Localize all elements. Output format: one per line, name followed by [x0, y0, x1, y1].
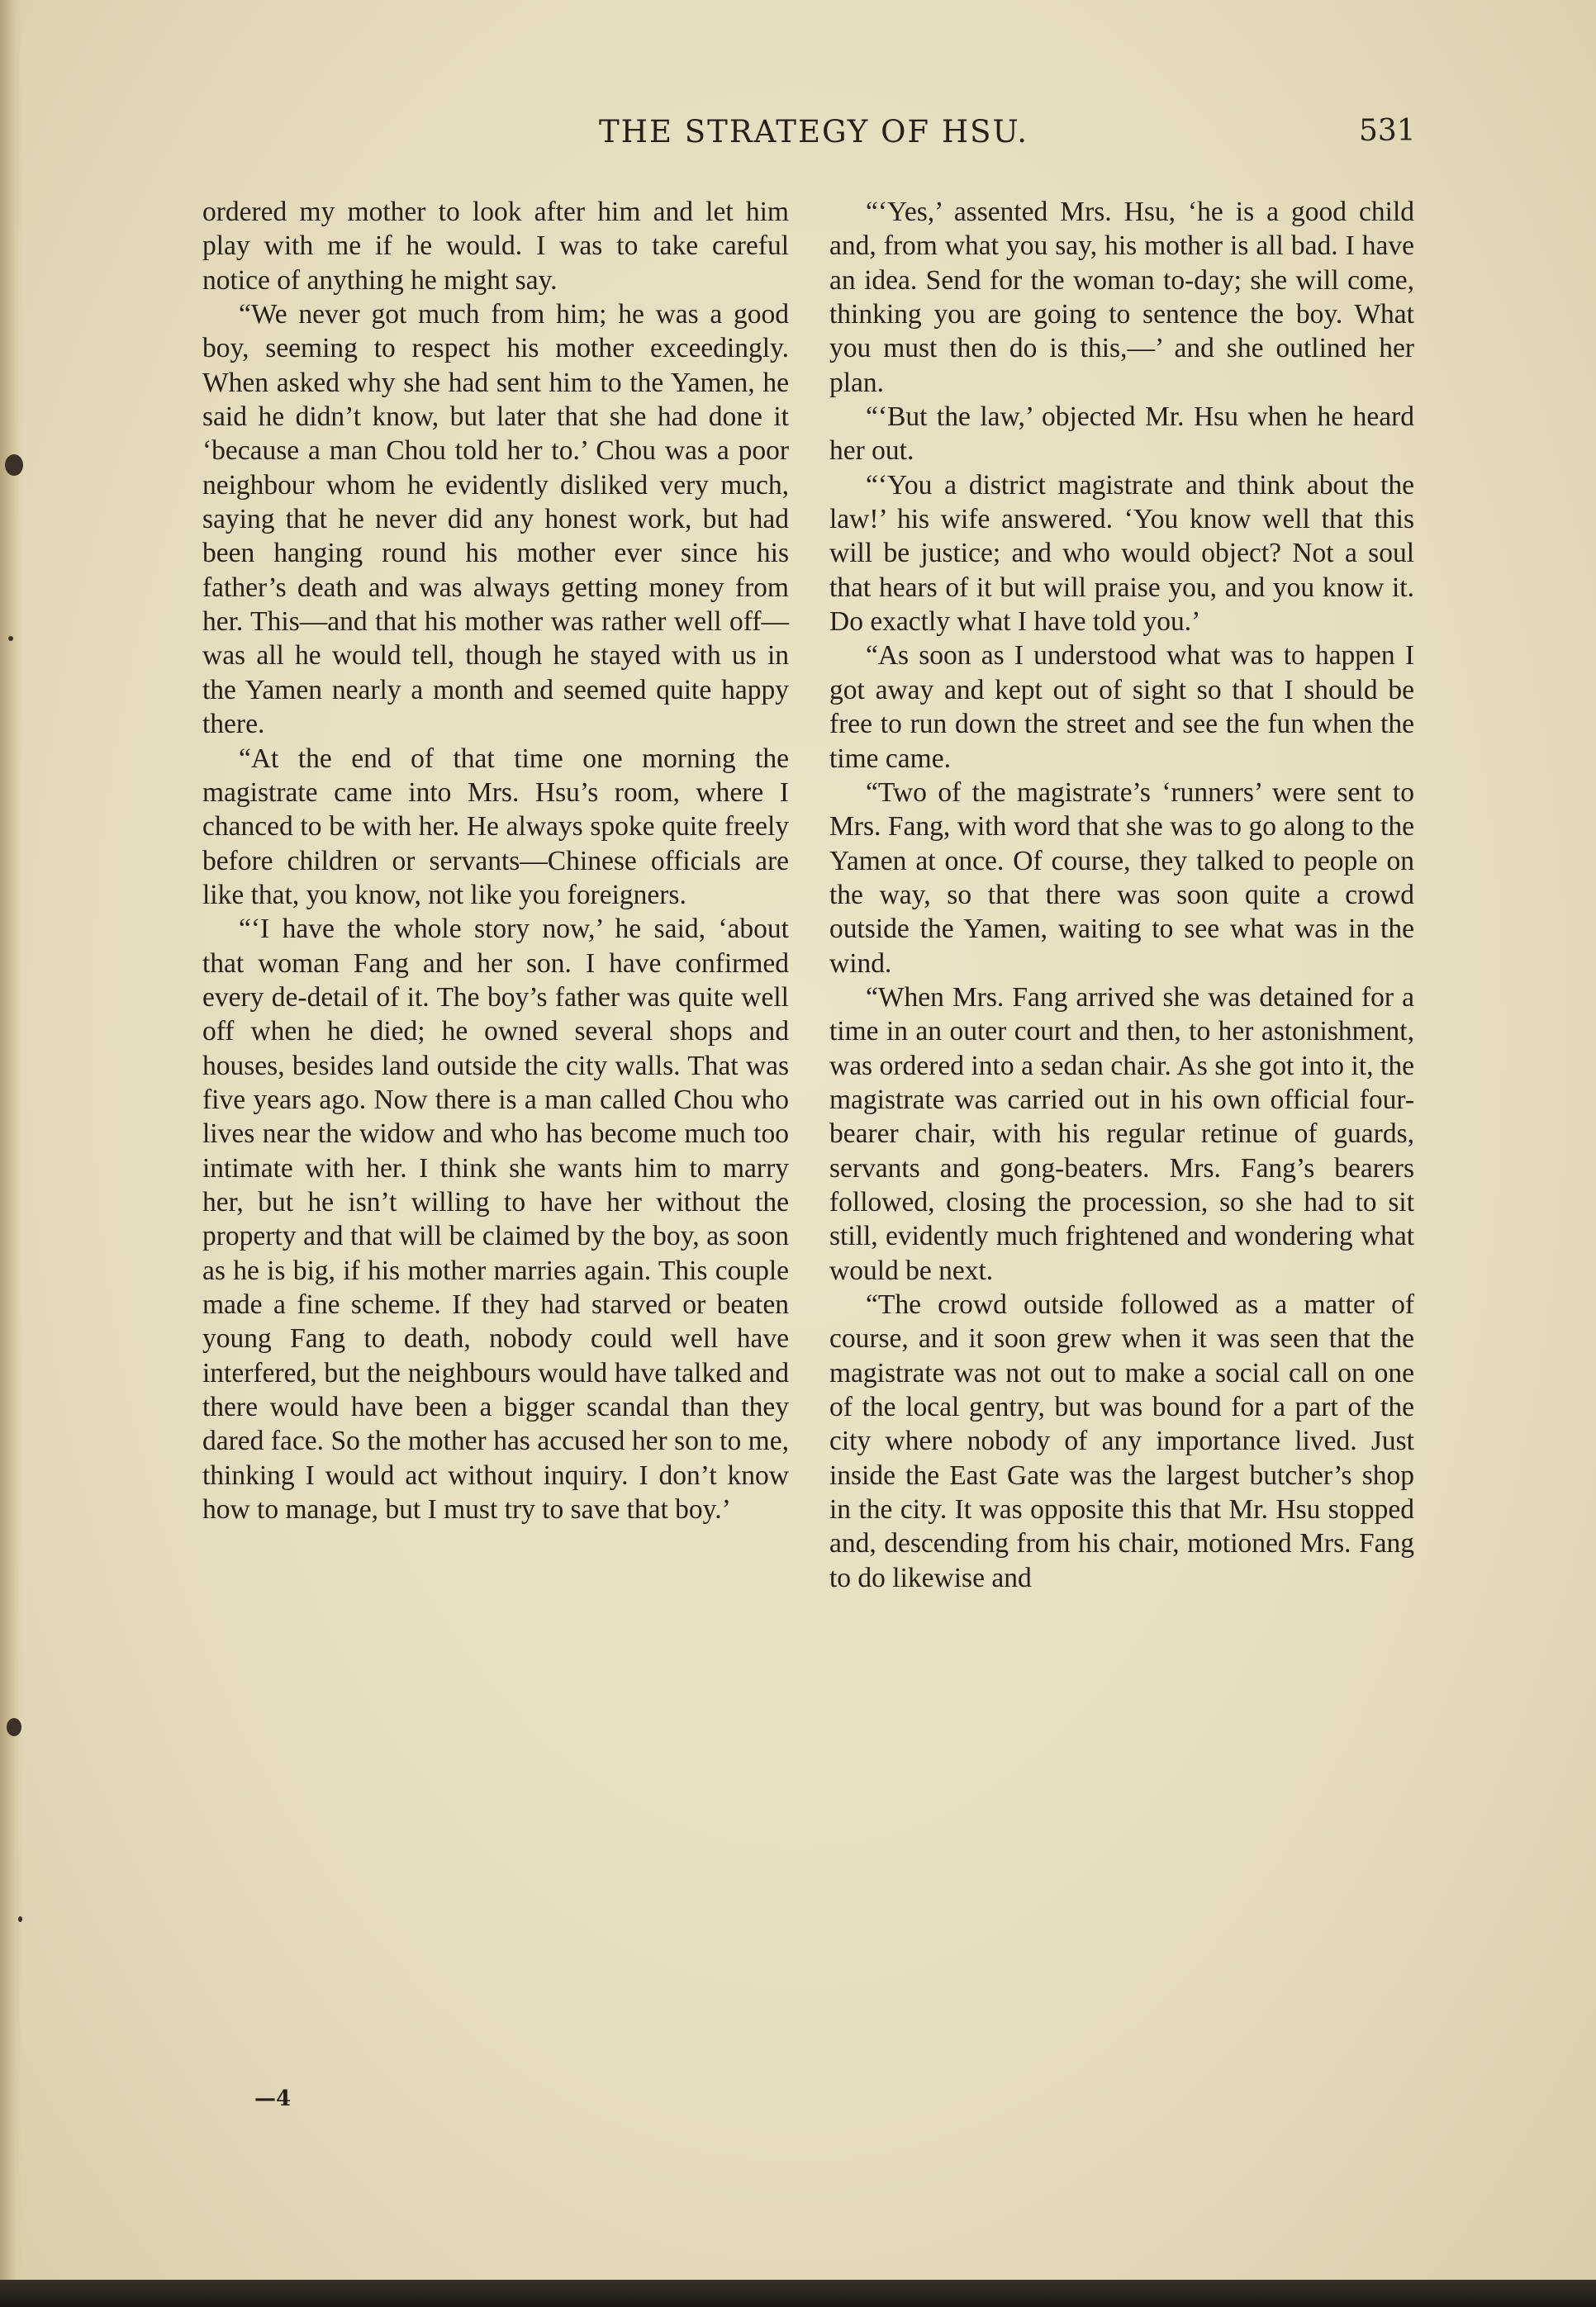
- paragraph: “The crowd outside followed as a matter of course, and it soon grew when it was seen that the magistrate was not out to make a social call on one of the local gentry, but was bound for a part of the city where nobody of any importance lived. Just inside the East Gate was the largest butcher’s shop in the city. It was opposite this that Mr. Hsu stopped and, descending from his chair, motioned Mrs. Fang to do likewise and: [829, 1289, 1414, 1593]
- page-bottom-edge: [0, 2280, 1596, 2307]
- ink-blot-mark: [18, 1916, 22, 1922]
- paragraph: “‘I have the whole story now,’ he said, ‘about that woman Fang and her son. I have confirmed every de-detail of it. The boy’s father was quite well off when he died; he owned several shops and houses, besides land outside the city walls. That was five years ago. Now there is a man called Chou who lives near the widow and who has become much too intimate with her. I think she wants him to marry her, but he isn’t willing to have her without the property and that will be claimed by the boy, as soon as he is big, if his mother marries again. This couple made a fine scheme. If they had starved or beaten young Fang to death, nobody could well have interfered, but the neighbours would have talked and there would have been a bigger scandal than they dared face. So the mother has accused her son to me, thinking I would act without inquiry. I don’t know how to manage, but I must try to save that boy.’: [202, 914, 789, 1526]
- paragraph: “‘You a district magistrate and think about the law!’ his wife answered. ‘You know well that this will be justice; and who would object? Not a soul that hears of it but will praise you, and you know it. Do exactly what I have told you.’: [829, 469, 1414, 638]
- paragraph: “‘Yes,’ assented Mrs. Hsu, ‘he is a good child and, from what you say, his mother is all bad. I have an idea. Send for the woman to-day; she will come, thinking you are going to sentence the boy. What you must then do is this,—’ and she outlined her plan.: [829, 197, 1414, 398]
- page-number: 531: [1359, 114, 1416, 148]
- paragraph: “At the end of that time one morning the magistrate came into Mrs. Hsu’s room, where I chanced to be with her. He always spoke quite freely before children or servants—Chinese officials are like that, you know, not like you foreigners.: [202, 743, 789, 910]
- paragraph: “When Mrs. Fang arrived she was detained for a time in an outer court and then, to her astonishment, was ordered into a sedan chair. As she got into it, the magistrate was carried out in his own official four-bearer chair, with his regular retinue of guards, servants and gong-beaters. Mrs. Fang’s bearers followed, closing the procession, so she had to sit still, evidently much frightened and wondering what would be next.: [829, 981, 1414, 1286]
- paragraph: “‘But the law,’ objected Mr. Hsu when he heard her out.: [829, 401, 1414, 467]
- printer-signature-mark: —4: [254, 2086, 292, 2111]
- paragraph: “We never got much from him; he was a good boy, seeming to respect his mother exceedingly. When asked why she had sent him to the Yamen, he said he didn’t know, but later that she had done it ‘because a man Chou told her to.’ Chou was a poor neighbour whom he evidently disliked very much, saying that he never did any honest work, but had been hanging round his mother ever since his father’s death and was always getting money from her. This—and that his mother was rather well off—was all he would tell, though he stayed with us in the Yamen nearly a month and seemed quite happy there.: [202, 299, 789, 740]
- right-text-column: [829, 195, 1414, 1595]
- paragraph: “As soon as I understood what was to happen I got away and kept out of sight so that I should be free to run down the street and see the fun when the time came.: [829, 640, 1414, 774]
- ink-blot-mark: [7, 1718, 21, 1736]
- paragraph: ordered my mother to look after him and let him play with me if he would. I was to take careful notice of anything he might say.: [202, 197, 789, 296]
- ink-blot-mark: [5, 454, 23, 476]
- paragraph: “Two of the magistrate’s ‘runners’ were sent to Mrs. Fang, with word that she was to go along to the Yamen at once. Of course, they talked to people on the way, so that there was soon quite a crowd outside the Yamen, waiting to see what was in the wind.: [829, 776, 1414, 979]
- running-title: THE STRATEGY OF HSU.: [599, 114, 1029, 150]
- page-gutter-shadow: [0, 0, 21, 2307]
- left-text-column: [202, 195, 789, 1526]
- ink-blot-mark: [8, 636, 13, 641]
